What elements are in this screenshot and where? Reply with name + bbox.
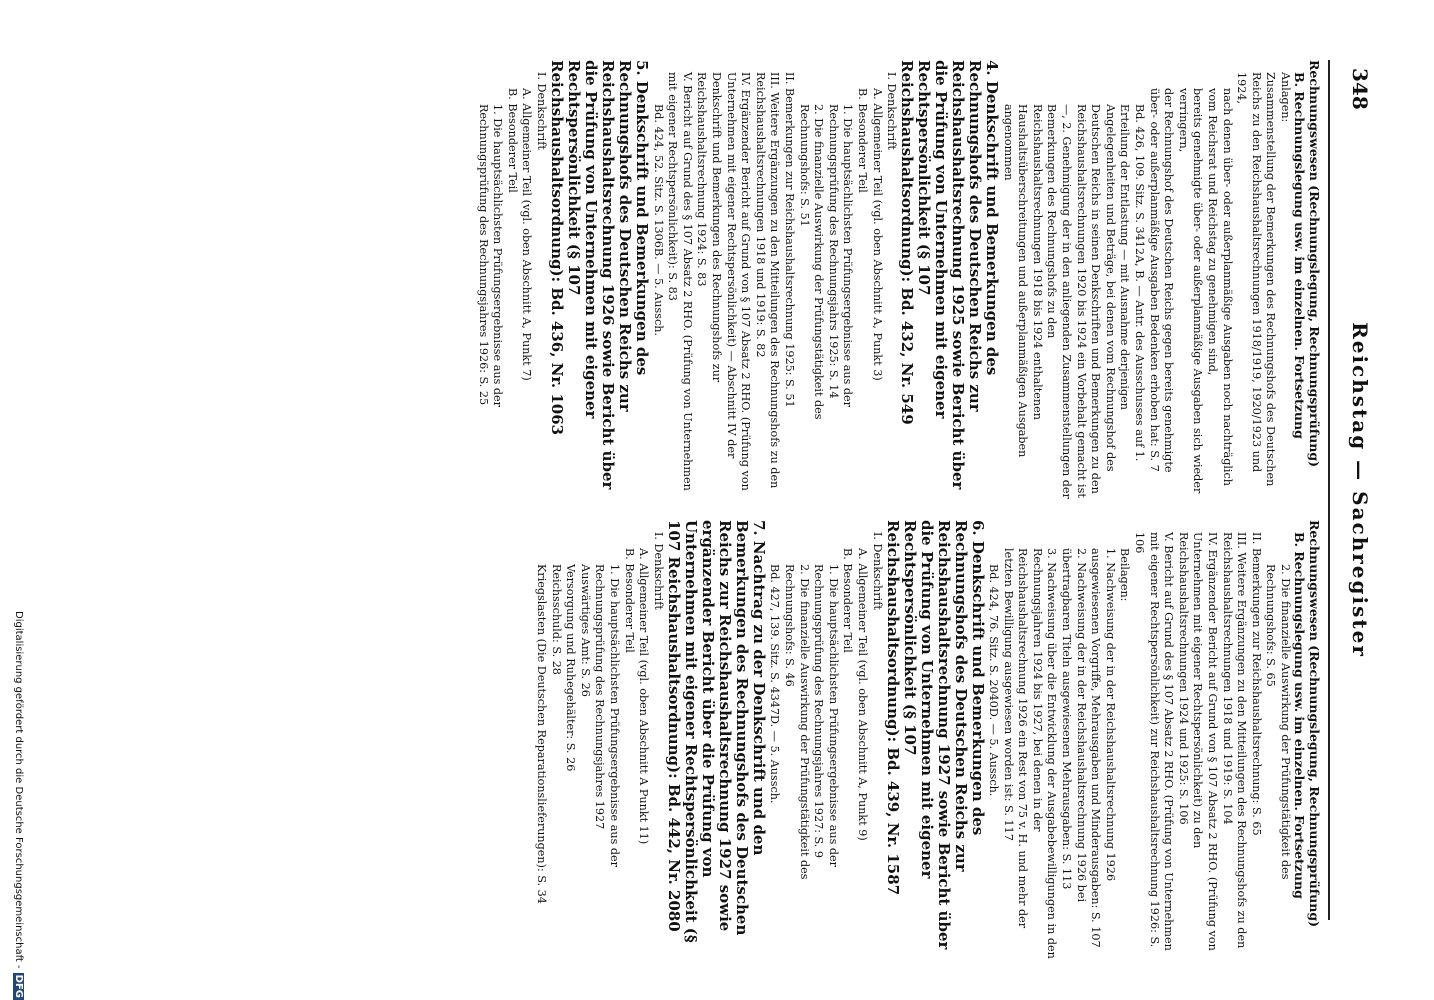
register-entry: nach denen über- oder außerplanmäßige Ausgaben noch nachträglich vom Reichsrat und Reichstag zu genehmigen sind, xyxy=(1206,88,1234,486)
register-entry: 7. Nachtrag zu der Denkschrift und den Bemerkungen des Rechnungshofs des Deutschen Reichs zur Reichshaushaltsrechnung 1927 sowie ergänzender Bericht über die Prüfung von Unternehmen mit eigener Rechtspersönlichkeit (§ 107 Reichshaushaltsordnung): Bd. 442, Nr. 2080 xyxy=(664,520,768,943)
register-entry: A. Allgemeiner Teil (vgl. oben Abschnitt A, Punkt 7) xyxy=(520,88,534,381)
register-entry: 1. Nachweisung der in der Reichshaushaltsrechnung 1926 ausgewiesenen Vorgriffe, Mehrausgaben und Minderausgaben: S. 107 xyxy=(1089,548,1117,948)
register-entry: II. Bemerkungen zur Reichshaushaltsrechnung: S. 65 xyxy=(1249,532,1263,836)
register-entry: bereits genehmigte über- oder außerplanmäßige Ausgaben sich wieder verringern, xyxy=(1176,88,1205,494)
page-number: 348 xyxy=(1348,68,1372,110)
right-column xyxy=(535,520,1322,960)
page-header xyxy=(1332,60,1372,920)
register-entry: III. Weitere Ergänzungen zu den Mitteilungen des Rechnungshofs zu den Reichshaushaltsrechnungen 1918 und 1919: S. 82 xyxy=(753,72,782,489)
register-entry: Kriegslasten (Die Deutschen Reparationslieferungen): S. 34 xyxy=(535,564,549,904)
register-entry: Auswärtiges Amt: S. 26 xyxy=(578,564,592,697)
register-entry: B. Rechnungslegung usw. im einzelnen. Fortsetzung xyxy=(1292,72,1307,439)
register-entry: V. Bericht auf Grund des § 107 Absatz 2 RHO. (Prüfung von Unternehmen mit eigener Rechtspersönlichkeit) zur Reichshaushaltsrechnung 1926: S. 106 xyxy=(1133,532,1176,951)
register-entry: I. Denkschrift xyxy=(885,72,899,150)
register-entry: Bd. 424, 76. Sitz. S. 2040D. — 5. Aussch. xyxy=(987,564,1001,797)
register-entry: der Rechnungshof des Deutschen Reichs gegen bereits genehmigte über- oder außerplanmäßige Ausgaben Bedenken erhoben hat: S. 7 xyxy=(1147,88,1176,473)
credit-text: Digitalisierung gefördert durch die Deutsche Forschungsgemeinschaft - xyxy=(13,611,24,969)
register-entry: V. Bericht auf Grund des § 107 Absatz 2 RHO. (Prüfung von Unternehmen mit eigener Rechtspersönlichkeit): S. 83 xyxy=(666,72,694,491)
register-entry: III. Weitere Ergänzungen zu den Mitteilungen des Rechnungshofs zu den Reichshaushaltsrechnungen 1918 und 1919: S. 104 xyxy=(1220,532,1249,949)
register-entry: 2. Die finanzielle Auswirkung der Prüfungstätigkeit des Rechnungshofs: S. 65 xyxy=(1264,564,1292,880)
register-entry: I. Denkschrift xyxy=(870,532,884,610)
register-entry: 4. Denkschrift und Bemerkungen des Rechnungshofs des Deutschen Reichs zur Reichshaushaltsrechnung 1925 sowie Bericht über die Prüfung von Unternehmen mit eigener Rechtspersönlichkeit (§ 107 Reichshaushaltsordnung): Bd. 432, Nr. 549 xyxy=(898,60,1002,490)
register-entry: Bd. 424, 52. Sitz. S. 1306B. — 5. Aussch. xyxy=(651,104,665,337)
register-entry: B. Besonderer Teil xyxy=(505,88,519,193)
register-entry: B. Rechnungslegung usw. im einzelnen. Fortsetzung xyxy=(1292,532,1307,899)
register-entry: A. Allgemeiner Teil (vgl. oben Abschnitt A Punkt 11) xyxy=(637,548,651,845)
register-entry: 2. Nachweisung der in der Reichshaushaltsrechnung 1926 bei übertragbaren Titeln ausgewiesenen Mehrausgaben: S. 113 xyxy=(1060,548,1088,903)
register-entry: 6. Denkschrift und Bemerkungen des Rechnungshofs des Deutschen Reichs zur Reichshaushaltsrechnung 1927 sowie Bericht über die Prüfung von Unternehmen mit eigener Rechtspersönlichkeit (§ 107 Reichshaushaltsordnung): Bd. 439, Nr. 1587 xyxy=(883,520,987,950)
register-entry: 2. Die finanzielle Auswirkung der Prüfungstätigkeit des Rechnungshofs: S. 51 xyxy=(797,104,826,420)
register-entry: 2. Die finanzielle Auswirkung der Prüfungstätigkeit des Rechnungshofs: S. 46 xyxy=(782,564,811,880)
register-entry: 1. Die hauptsächlichsten Prüfungsergebnisse aus der Rechnungsprüfung des Rechnungsjahres 1927: S. 9 xyxy=(812,564,840,868)
dfg-logo: DFG xyxy=(13,974,24,998)
footer-credit xyxy=(13,0,24,1000)
register-entry: II. Bemerkungen zur Reichshaushaltsrechnung 1925: S. 51 xyxy=(782,72,796,408)
register-entry: 1. Die hauptsächlichsten Prüfungsergebnisse aus der Rechnungsprüfung des Rechnungsjahres 1927 xyxy=(593,564,621,868)
page-title: Reichstag — Sachregister xyxy=(1348,322,1372,658)
header-rule xyxy=(1328,60,1330,920)
register-entry: Zusammenstellung der Bemerkungen des Rechnungshofs des Deutschen Reichs zu den Reichshaushaltsrechnungen 1918/1919, 1920/1923 und 1924, xyxy=(1235,72,1278,487)
register-entry: 5. Denkschrift und Bemerkungen des Rechnungshofs des Deutschen Reichs zur Reichshaushaltsrechnung 1926 sowie Bericht über die Prüfung von Unternehmen mit eigener Rechtspersönlichkeit (§ 107 Reichshaushaltsordnung): Bd. 436, Nr. 1063 xyxy=(548,60,652,490)
register-entry: B. Besonderer Teil xyxy=(841,548,855,653)
register-entry: A. Allgemeiner Teil (vgl. oben Abschnitt A, Punkt 9) xyxy=(855,548,869,841)
register-entry: Rechnungswesen (Rechnungslegung, Rechnungsprüfung) xyxy=(1307,520,1322,927)
register-entry: B. Besonderer Teil xyxy=(855,88,869,193)
register-entry: Anlagen: xyxy=(1279,72,1292,123)
register-entry: IV. Ergänzender Bericht auf Grund von § 107 Absatz 2 RHO. (Prüfung von Unternehmen mit eigener Rechtspersönlichkeit) zu den Reichshaushaltsrechnungen 1924 und 1925: S. 106 xyxy=(1176,532,1220,951)
register-entry: 1. Die hauptsächlichsten Prüfungsergebnisse aus der Rechnungsprüfung des Rechnungsjahrs 1925: S. 14 xyxy=(826,104,855,408)
register-entry: IV. Ergänzender Bericht auf Grund von § 107 Absatz 2 RHO. (Prüfung von Unternehmen mit eigener Rechtspersönlichkeit) — Abschnitt IV der Denkschrift und Bemerkungen des Rechnungshofs zur Reichshaushaltsrechnung 1924: S. 83 xyxy=(695,72,753,491)
register-entry: Reichsschuld: S. 28 xyxy=(549,564,563,675)
left-column xyxy=(476,60,1322,500)
register-entry: I. Denkschrift xyxy=(535,72,549,150)
register-entry: Bd. 426, 109. Sitz. S. 3412A, B. — Antr. des Ausschusses auf 1. Erteilung der Entlastung — mit Ausnahme derjenigen Angelegenheiten und Beträge, bei denen vom Rechnungshof des Deutschen Reichs in seinen Denkschriften und Bemerkungen zu den Reichshaushaltsrechnungen 1920 bis 1924 ein Vorbehalt gemacht ist —, 2. Genehmigung der in den anliegenden Zusammenstellungen der Bemerkungen des Rechnungshofs zu den Reichshaushaltsrechnungen 1918 bis 1924 enthaltenen Haushaltsüberschreitungen und außerplanmäßigen Ausgaben angenommen xyxy=(1001,104,1147,499)
register-entry: Rechnungswesen (Rechnungslegung, Rechnungsprüfung) xyxy=(1307,60,1322,467)
register-entry: Versorgung und Ruhegehälter: S. 26 xyxy=(564,564,578,772)
register-entry: 3. Nachweisung über die Entwicklung der Ausgabebewilligungen in den Rechnungsjahren 1924 bis 1927, bei denen in der Reichshaushaltsrechnung 1926 ein Rest von 75 v. H. und mehr der letzten Bewilligung ausgewiesen worden ist: S. 117 xyxy=(1001,548,1059,959)
register-entry: A. Allgemeiner Teil (vgl. oben Abschnitt A, Punkt 3) xyxy=(870,88,884,381)
register-entry: I. Denkschrift xyxy=(651,532,665,610)
register-entry: Bd. 427, 139. Sitz. S. 4347D. — 5. Aussch. xyxy=(768,564,782,804)
register-entry: 1. Die hauptsächlichsten Prüfungsergebnisse aus der Rechnungsprüfung des Rechnungsjahres 1926: S. 25 xyxy=(476,104,505,408)
register-entry: Beilagen: xyxy=(1118,548,1132,602)
register-entry: B. Besonderer Teil xyxy=(622,548,636,653)
